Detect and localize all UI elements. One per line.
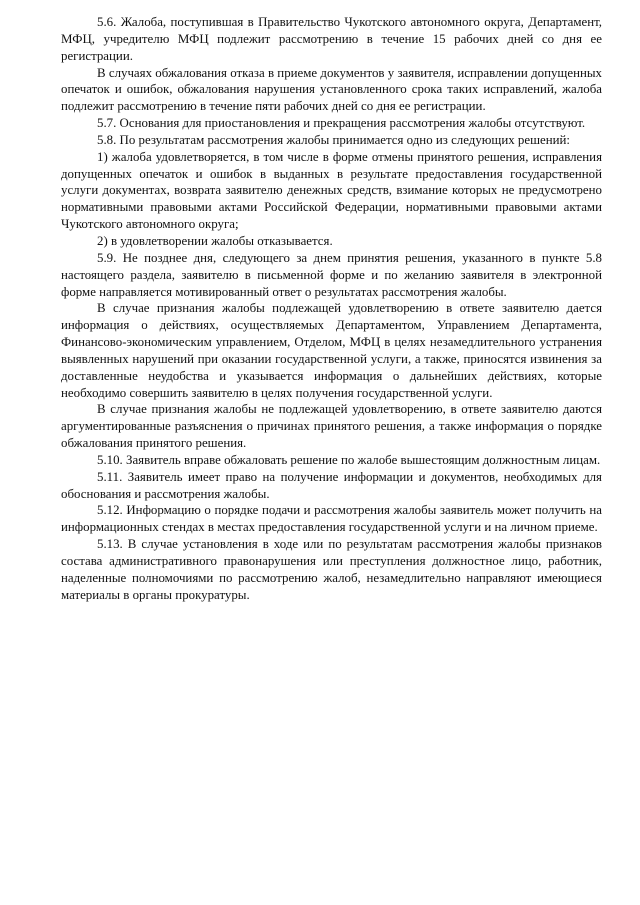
paragraph-5-12: 5.12. Информацию о порядке подачи и рассмотрения жалобы заявитель может получить на информационных стендах в местах предоставления государственной услуги и на личном приеме.: [61, 503, 602, 535]
paragraph-5-8-item-2: 2) в удовлетворении жалобы отказывается.: [97, 233, 333, 248]
paragraph-5-11: 5.11. Заявитель имеет право на получение информации и документов, необходимых для обоснования и рассмотрения жалобы.: [61, 469, 602, 501]
paragraph-5-7: 5.7. Основания для приостановления и прекращения рассмотрения жалобы отсутствуют.: [97, 116, 586, 131]
paragraph-5-9: 5.9. Не позднее дня, следующего за днем принятия решения, указанного в пункте 5.8 настоящего раздела, заявителю в письменной форме и по желанию заявителя в электронной форме направляется мотивированный ответ о результатах рассмотрения жалобы.: [61, 250, 602, 299]
paragraph-5-8-item-1: 1) жалоба удовлетворяется, в том числе в форме отмены принятого решения, исправления допущенных опечаток и ошибок в выданных в результате предоставления государственной услуги документах, возврата заявителю денежных средств, взимание которых не предусмотрено нормативными правовыми актами Российской Федерации, нормативными правовыми актами Чукотского автономного округа;: [61, 149, 602, 232]
paragraph-5-9-satisfied: В случае признания жалобы подлежащей удовлетворению в ответе заявителю дается информация о действиях, осуществляемых Департаментом, Управлением Департамента, Финансово-экономическим управлением, Отделом, МФЦ в целях незамедлительного устранения выявленных нарушений при оказании государственной услуги, а также, приносятся извинения за доставленные неудобства и указывается информация о дальнейших действиях, которые необходимо совершить заявителю в целях получения государственной услуги.: [61, 301, 602, 400]
paragraph-5-8: 5.8. По результатам рассмотрения жалобы принимается одно из следующих решений:: [97, 132, 571, 147]
paragraph-5-13: 5.13. В случае установления в ходе или по результатам рассмотрения жалобы признаков состава административного правонарушения или преступления должностное лицо, работник, наделенные полномочиями по рассмотрению жалоб, незамедлительно направляют имеющиеся материалы в органы прокуратуры.: [61, 537, 602, 602]
paragraph-5-10: 5.10. Заявитель вправе обжаловать решение по жалобе вышестоящим должностным лицам.: [97, 452, 601, 467]
document-body: [61, 14, 602, 604]
paragraph-5-6-refusal-appeal: В случаях обжалования отказа в приеме документов у заявителя, исправлении допущенных опечаток и ошибок, обжалования нарушения установленного срока таких исправлений, жалоба подлежит рассмотрению в течение пяти рабочих дней со дня ее регистрации.: [61, 65, 602, 114]
paragraph-5-9-rejected: В случае признания жалобы не подлежащей удовлетворению, в ответе заявителю даются аргументированные разъяснения о причинах принятого решения, а также информация о порядке обжалования принятого решения.: [61, 402, 602, 451]
paragraph-5-6: 5.6. Жалоба, поступившая в Правительство Чукотского автономного округа, Департамент, МФЦ, учредителю МФЦ подлежит рассмотрению в течение 15 рабочих дней со дня ее регистрации.: [61, 15, 602, 63]
